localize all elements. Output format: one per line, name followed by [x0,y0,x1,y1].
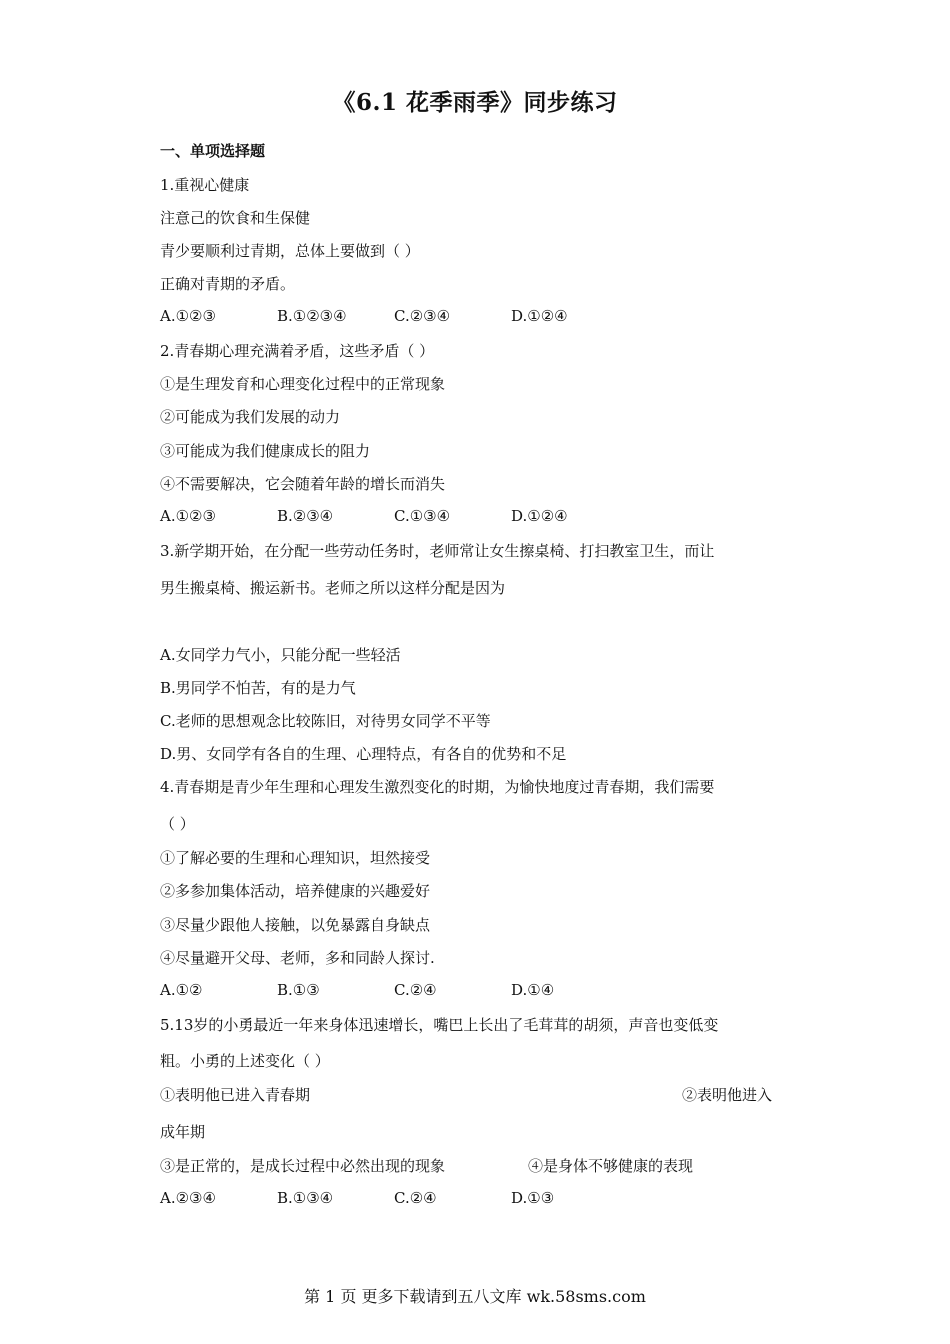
q4-stem-2: （ ） [160,815,195,833]
page-footer: 第 1 页 更多下载请到五八文库 wk.58sms.com [304,1287,646,1306]
q5-option-d: D.①③ [511,1189,555,1207]
q2-option-a: A.①②③ [160,507,216,525]
q5-item-1: ①表明他已进入青春期 [160,1086,311,1104]
q4-option-c: C.②④ [394,981,437,999]
q2-item-1: ①是生理发育和心理变化过程中的正常现象 [160,375,446,393]
q5-stem-1: 5.13岁的小勇最近一年来身体迅速增长，嘴巴上长出了毛茸茸的胡须，声音也变低变 [160,1016,719,1034]
q1-option-a: A.①②③ [160,307,216,325]
q3-option-a: A.女同学力气小，只能分配一些轻活 [160,646,401,664]
q3-option-c: C.老师的思想观念比较陈旧，对待男女同学不平等 [160,712,491,730]
q3-option-d: D.男、女同学有各自的生理、心理特点，有各自的优势和不足 [160,745,567,763]
q5-item-3: ③是正常的，是成长过程中必然出现的现象 [160,1157,446,1175]
q5-option-c: C.②④ [394,1189,437,1207]
q1-line-1: 1.重视心健康 [160,176,250,194]
q2-item-4: ④不需要解决，它会随着年龄的增长而消失 [160,475,446,493]
q1-option-c: C.②③④ [394,307,451,325]
q2-item-2: ②可能成为我们发展的动力 [160,408,341,426]
q2-item-3: ③可能成为我们健康成长的阻力 [160,442,371,460]
q5-option-b: B.①③④ [277,1189,334,1207]
q2-option-c: C.①③④ [394,507,451,525]
section-heading: 一、单项选择题 [160,142,266,160]
q1-line-2: 注意己的饮食和生保健 [160,209,311,227]
q2-option-d: D.①②④ [511,507,568,525]
q5-item-2a: ②表明他进入 [682,1086,773,1104]
q5-option-a: A.②③④ [160,1189,216,1207]
q2-stem: 2.青春期心理充满着矛盾，这些矛盾（ ） [160,342,435,360]
q5-item-4: ④是身体不够健康的表现 [528,1157,694,1175]
q4-option-a: A.①② [160,981,203,999]
q2-option-b: B.②③④ [277,507,334,525]
q1-option-d: D.①②④ [511,307,568,325]
q4-item-1: ①了解必要的生理和心理知识，坦然接受 [160,849,431,867]
q4-item-2: ②多参加集体活动，培养健康的兴趣爱好 [160,882,431,900]
q4-option-d: D.①④ [511,981,555,999]
q1-line-3: 青少要顺利过青期，总体上要做到（ ） [160,242,420,260]
q4-stem-1: 4.青春期是青少年生理和心理发生激烈变化的时期，为愉快地度过青春期，我们需要 [160,778,715,796]
q3-stem-2: 男生搬桌椅、搬运新书。老师之所以这样分配是因为 [160,579,506,597]
q3-option-b: B.男同学不怕苦，有的是力气 [160,679,356,697]
q1-line-4: 正确对青期的矛盾。 [160,275,296,293]
q5-item-2b: 成年期 [160,1123,206,1141]
q5-stem-2: 粗。小勇的上述变化（ ） [160,1052,330,1070]
q4-option-b: B.①③ [277,981,320,999]
q3-stem-1: 3.新学期开始，在分配一些劳动任务时，老师常让女生擦桌椅、打扫教室卫生，而让 [160,542,715,560]
q4-item-3: ③尽量少跟他人接触，以免暴露自身缺点 [160,916,431,934]
page-title: 《6.1 花季雨季》同步练习 [332,89,618,116]
q4-item-4: ④尽量避开父母、老师，多和同龄人探讨. [160,949,435,967]
q1-option-b: B.①②③④ [277,307,347,325]
